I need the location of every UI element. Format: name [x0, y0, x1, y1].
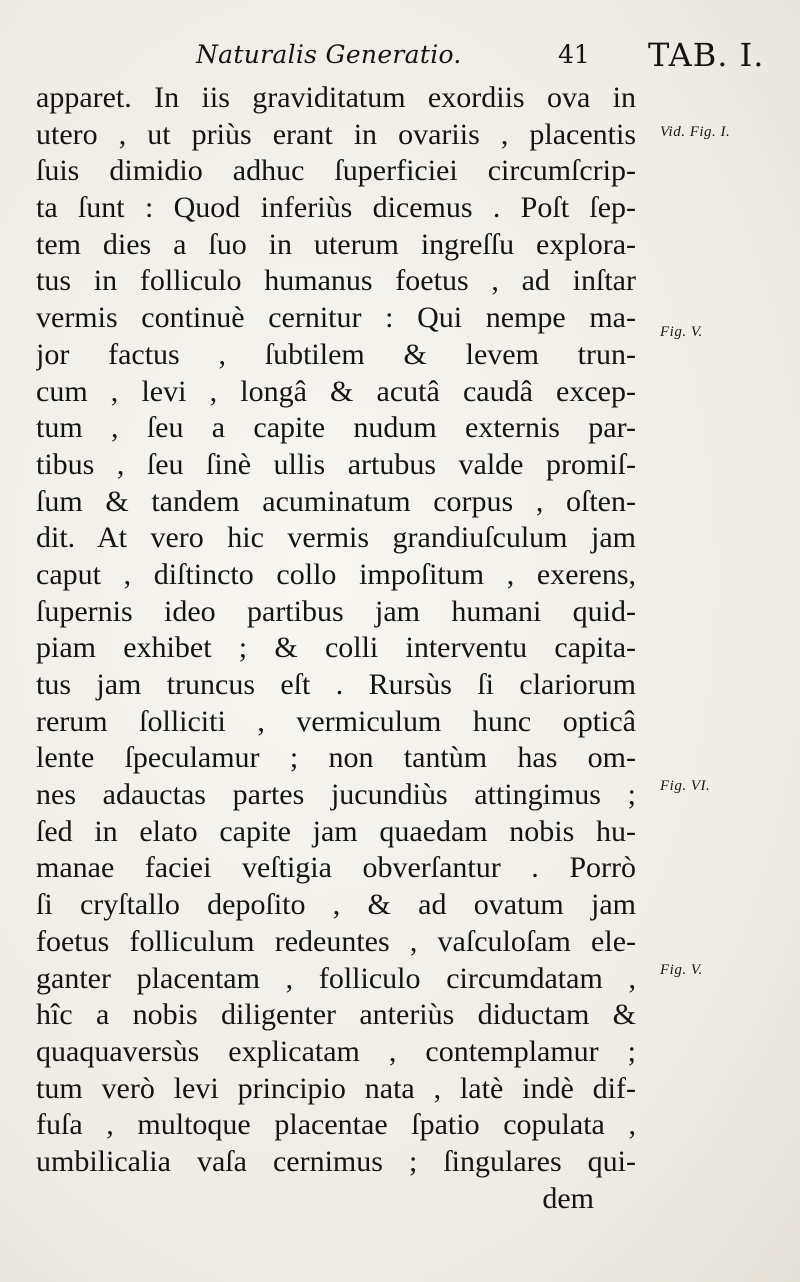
- page-number: 41: [558, 40, 590, 69]
- margin-note-figure-ref: Fig. V.: [660, 324, 703, 340]
- plate-reference: TAB. I.: [648, 36, 765, 74]
- text-line: tus in folliculo humanus foetus , ad inſtar: [36, 264, 636, 298]
- margin-note-figure-ref: Vid. Fig. I.: [660, 124, 731, 140]
- text-line: ſupernis ideo partibus jam humani quid-: [36, 594, 636, 628]
- text-line: rerum ſolliciti , vermiculum hunc opticâ: [36, 704, 636, 738]
- text-line: dit. At vero hic vermis grandiuſculum jam: [36, 521, 636, 555]
- text-line: tum verò levi principio nata , latè indè dif-: [36, 1071, 636, 1105]
- text-line: ſuis dimidio adhuc ſuperficiei circumſcrip-: [36, 154, 636, 188]
- text-line: apparet. In iis graviditatum exordiis ova in: [36, 81, 636, 114]
- text-line: ſum & tandem acuminatum corpus , oſten-: [36, 484, 636, 518]
- text-line: hîc a nobis diligenter anteriùs diductam &: [36, 998, 636, 1032]
- catchword: dem: [542, 1181, 594, 1215]
- margin-note-figure-ref: Fig. VI.: [660, 778, 711, 794]
- text-line: jor factus , ſubtilem & levem trun-: [36, 337, 636, 371]
- running-title: Naturalis Generatio.: [196, 40, 462, 69]
- text-line: ta ſunt : Quod inferiùs dicemus . Poſt ſep-: [36, 191, 636, 225]
- text-line: manae faciei veſtigia obverſantur . Porrò: [36, 851, 636, 885]
- text-line: tem dies a ſuo in uterum ingreſſu explora-: [36, 227, 636, 261]
- text-line: ſed in elato capite jam quaedam nobis hu-: [36, 814, 636, 848]
- text-line: tus jam truncus eſt . Rursùs ſi clariorum: [36, 668, 636, 701]
- text-line: fuſa , multoque placentae ſpatio copulata ,: [36, 1108, 636, 1142]
- text-line: nes adauctas partes jucundiùs attingimus ;: [36, 778, 636, 812]
- text-line: vermis continuè cernitur : Qui nempe ma-: [36, 301, 636, 335]
- running-head: [36, 38, 776, 84]
- text-line: ſi cryſtallo depoſito , & ad ovatum jam: [36, 888, 636, 922]
- text-line: tibus , ſeu ſinè ullis artubus valde promiſ-: [36, 447, 636, 481]
- text-line: caput , diſtincto collo impoſitum , exerens,: [36, 557, 636, 591]
- text-line: utero , ut priùs erant in ovariis , placentis: [36, 117, 636, 151]
- margin-note-figure-ref: Fig. V.: [660, 962, 703, 978]
- text-line: piam exhibet ; & colli interventu capita-: [36, 631, 636, 665]
- text-line: umbilicalia vaſa cernimus ; ſingulares qui-: [36, 1144, 636, 1178]
- text-line: tum , ſeu a capite nudum externis par-: [36, 411, 636, 445]
- text-line: lente ſpeculamur ; non tantùm has om-: [36, 741, 636, 775]
- text-line: foetus folliculum redeuntes , vaſculoſam ele-: [36, 924, 636, 958]
- body-text: [36, 80, 636, 1217]
- text-line: quaquaversùs explicatam , contemplamur ;: [36, 1034, 636, 1068]
- text-line: cum , levi , longâ & acutâ caudâ excep-: [36, 374, 636, 408]
- text-line: ganter placentam , folliculo circumdatam ,: [36, 961, 636, 995]
